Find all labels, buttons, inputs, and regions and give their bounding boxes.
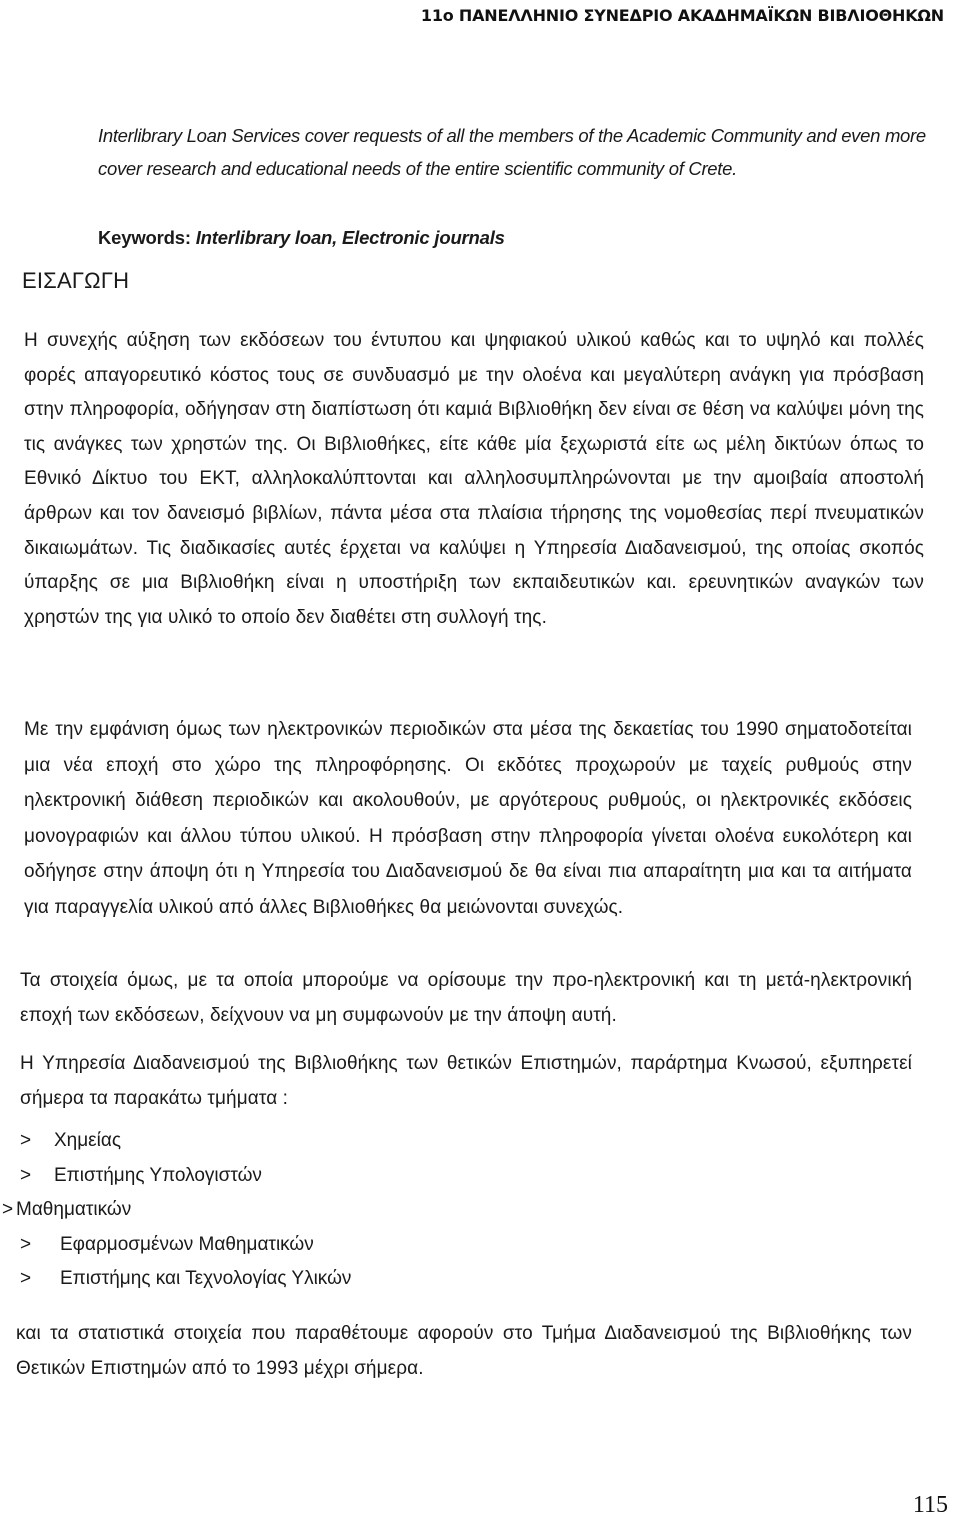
- list-marker: >: [20, 1130, 32, 1151]
- keywords-text: Interlibrary loan, Electronic journals: [195, 227, 505, 248]
- paragraph-data-evidence: Τα στοιχεία όμως, με τα οποία μπορούμε να ορίσουμε την προ-ηλεκτρονική και τη μετά-ηλεκτρονική εποχή των εκδόσεων, δείχνουν να μη συμφωνούν με την άποψη αυτή.: [20, 970, 912, 1026]
- abstract-text: Interlibrary Loan Services cover requests of all the members of the Academic Community and even more cover research and educational needs of the entire scientific community of Crete.: [98, 125, 926, 179]
- running-header: 11ο ΠΑΝΕΛΛΗΝΙΟ ΣΥΝΕΔΡΙΟ ΑΚΑΔΗΜΑΪΚΩΝ ΒΙΒΛΙΟΘΗΚΩΝ: [420, 6, 944, 25]
- department-list: [0, 1124, 351, 1297]
- list-marker: >: [20, 1164, 32, 1186]
- list-marker: >: [2, 1199, 14, 1221]
- list-marker: >: [20, 1268, 32, 1290]
- section-heading: ΕΙΣΑΓΩΓΗ: [22, 268, 130, 293]
- list-item: [0, 1124, 351, 1159]
- list-item: [0, 1262, 351, 1297]
- list-item: [0, 1228, 351, 1263]
- department-name: Εφαρμοσμένων Μαθηματικών: [60, 1233, 314, 1255]
- keywords-line: [98, 227, 505, 249]
- paragraph-intro: Η συνεχής αύξηση των εκδόσεων του έντυπου και ψηφιακού υλικού καθώς και το υψηλό και πολλές φορές απαγορευτικό κόστος τους σε συνδυασμό με την ολοένα και μεγαλύτερη ανάγκη για πρόσβαση στην πληροφορία, οδήγησαν στη διαπίστωση ότι καμιά Βιβλιοθήκη δεν είναι σε θέση να καλύψει μόνη της τις ανάγκες των χρηστών της. Οι Βιβλιοθήκες, είτε κάθε μία ξεχωριστά είτε ως μέλη δικτύων όπως το Εθνικό Δίκτυο του ΕΚΤ, αλληλοκαλύπτονται και αλληλοσυμπληρώνονται με την αμοιβαία αποστολή άρθρων και τον δανεισμό βιβλίων, πάντα μέσα στα πλαίσια τήρησης της νομοθεσίας περί πνευματικών δικαιωμάτων. Τις διαδικασίες αυτές έρχεται να καλύψει η Υπηρεσία Διαδανεισμού, της οποίας σκοπός ύπαρξης σε μια Βιβλιοθήκη είναι η υποστήριξη των εκπαιδευτικών και. ερευνητικών αναγκών των χρηστών της για υλικό το οποίο δεν διαθέτει στη συλλογή της.: [24, 330, 924, 628]
- department-name: Χημείας: [54, 1130, 122, 1151]
- department-name: Μαθηματικών: [16, 1199, 132, 1221]
- department-name: Επιστήμης και Τεχνολογίας Υλικών: [60, 1268, 352, 1290]
- paragraph-service-departments: Η Υπηρεσία Διαδανεισμού της Βιβλιοθήκης των θετικών Επιστημών, παράρτημα Κνωσού, εξυπηρετεί σήμερα τα παρακάτω τμήματα :: [20, 1053, 912, 1109]
- page-number: 115: [912, 1492, 948, 1518]
- list-item: [0, 1193, 351, 1228]
- paragraph-statistics-intro: και τα στατιστικά στοιχεία που παραθέτουμε αφορούν στο Τμήμα Διαδανεισμού της Βιβλιοθήκης των Θετικών Επιστημών από το 1993 μέχρι σήμερα.: [16, 1323, 912, 1379]
- keywords-label: Keywords:: [98, 227, 196, 248]
- department-name: Επιστήμης Υπολογιστών: [54, 1164, 262, 1186]
- paragraph-electronic-journals: Με την εμφάνιση όμως των ηλεκτρονικών περιοδικών στα μέσα της δεκαετίας του 1990 σηματοδοτείται μια νέα εποχή στο χώρο της πληροφόρησης. Οι εκδότες προχωρούν με ταχείς ρυθμούς στην ηλεκτρονική διάθεση περιοδικών και ακολουθούν, με αργότερους ρυθμούς, οι ηλεκτρονικές εκδόσεις μονογραφιών και άλλου τύπου υλικού. Η πρόσβαση στην πληροφορία γίνεται ολοένα ευκολότερη και οδήγησε στην άποψη ότι η Υπηρεσία του Διαδανεισμού δε θα είναι πια απαραίτητη μια και τα αιτήματα για παραγγελία υλικού από άλλες Βιβλιοθήκες θα μειώνονται συνεχώς.: [24, 719, 912, 918]
- list-item: [0, 1159, 351, 1194]
- list-marker: >: [20, 1233, 32, 1255]
